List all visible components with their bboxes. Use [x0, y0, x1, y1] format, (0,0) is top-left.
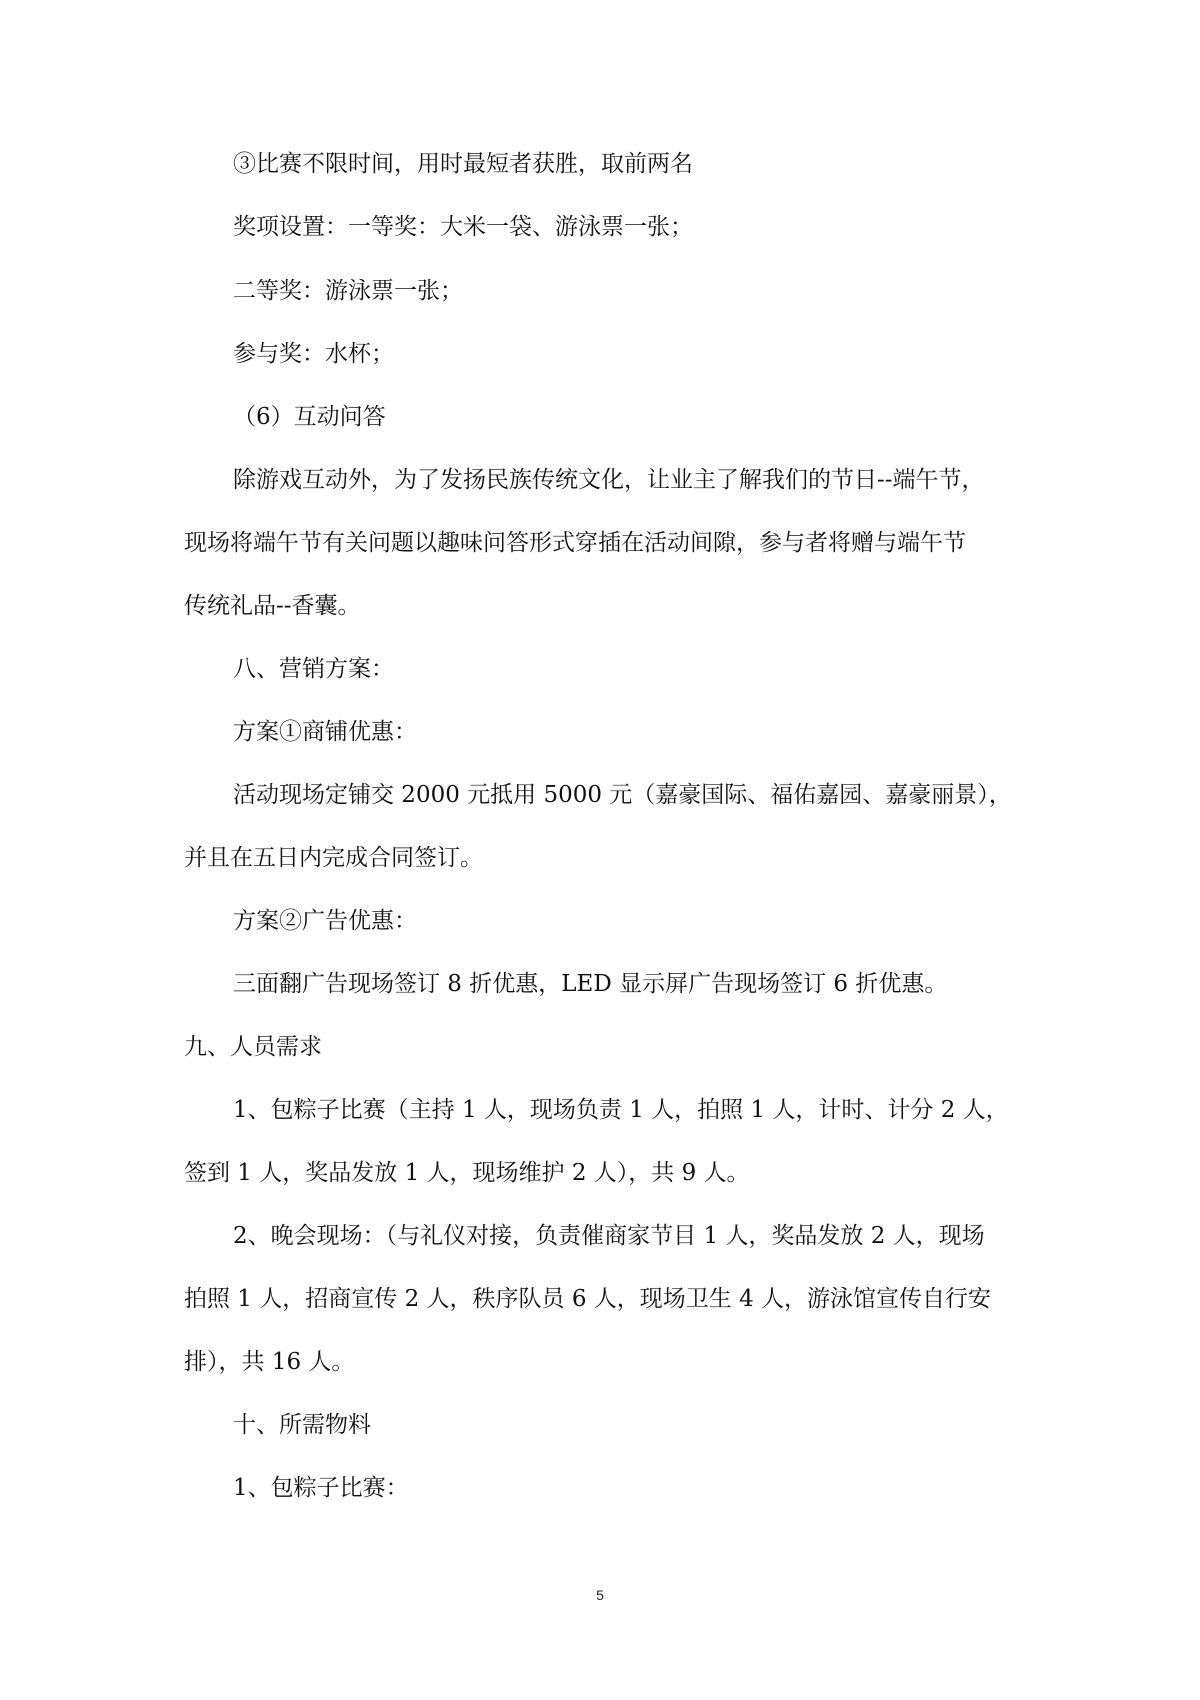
text-line: 除游戏互动外，为了发扬民族传统文化，让业主了解我们的节日--端午节，: [233, 467, 985, 493]
text-line: 并且在五日内完成合同签订。: [184, 845, 483, 871]
section-heading: 九、人员需求: [184, 1034, 322, 1060]
text-line: ③比赛不限时间，用时最短者获胜，取前两名: [233, 151, 693, 177]
text-line: 1、包粽子比赛：: [233, 1475, 409, 1501]
section-heading: 八、营销方案：: [233, 656, 394, 682]
text-line: 排），共 16 人。: [184, 1349, 355, 1375]
text-line: 活动现场定铺交 2000 元抵用 5000 元（嘉豪国际、福佑嘉园、嘉豪丽景），: [233, 782, 1012, 808]
text-line: 1、包粽子比赛（主持 1 人，现场负责 1 人，拍照 1 人，计时、计分 2 人，: [233, 1097, 1009, 1123]
text-line: 二等奖：游泳票一张；: [233, 278, 463, 304]
subsection-heading: （6）互动问答: [233, 404, 386, 430]
subsection-heading: 方案②广告优惠：: [233, 908, 417, 934]
text-line: 奖项设置：一等奖：大米一袋、游泳票一张；: [233, 214, 693, 240]
text-line: 参与奖：水杯；: [233, 341, 394, 367]
section-heading: 十、所需物料: [233, 1412, 371, 1438]
text-line: 现场将端午节有关问题以趣味问答形式穿插在活动间隙，参与者将赠与端午节: [184, 530, 966, 556]
text-line: 2、晚会现场：（与礼仪对接，负责催商家节目 1 人，奖品发放 2 人，现场: [233, 1223, 985, 1249]
text-line: 拍照 1 人，招商宣传 2 人，秩序队员 6 人，现场卫生 4 人，游泳馆宣传自行安: [184, 1286, 992, 1312]
text-line: 三面翻广告现场签订 8 折优惠，LED 显示屏广告现场签订 6 折优惠。: [233, 971, 948, 997]
text-line: 签到 1 人，奖品发放 1 人，现场维护 2 人），共 9 人。: [184, 1160, 750, 1186]
text-line: 传统礼品--香囊。: [184, 593, 361, 619]
page-number: 5: [596, 1587, 604, 1603]
subsection-heading: 方案①商铺优惠：: [233, 719, 417, 745]
